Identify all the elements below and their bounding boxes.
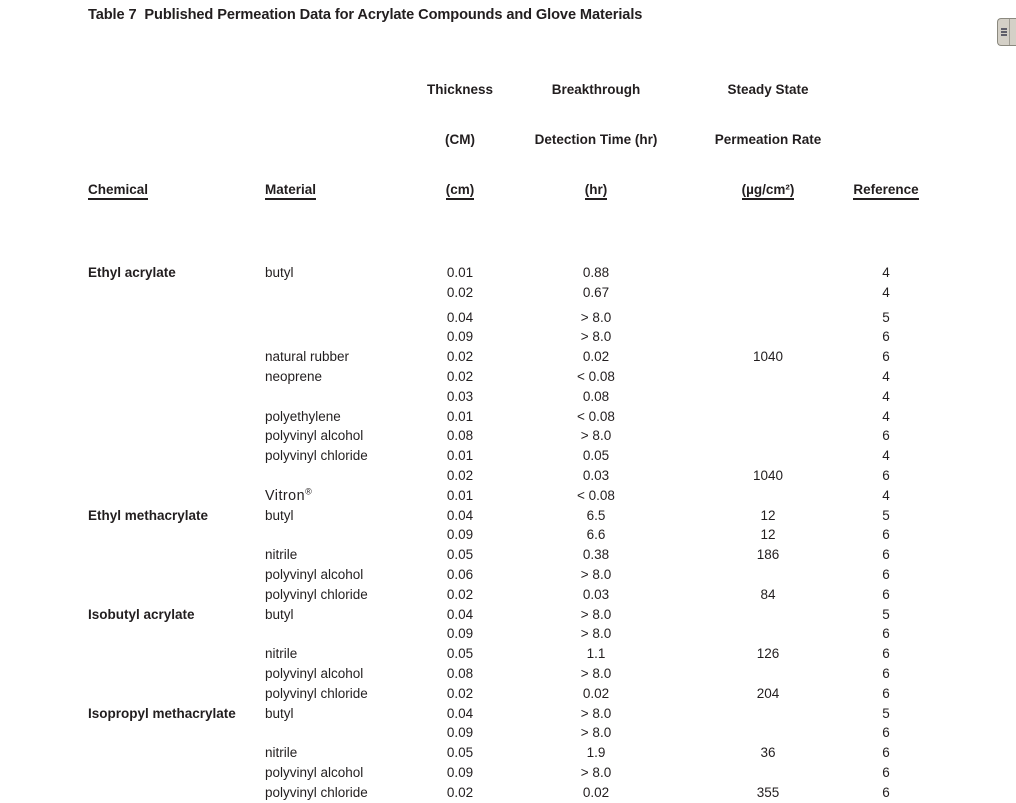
cell-permeation-rate: 12 (760, 507, 776, 523)
cell-reference: 4 (882, 408, 890, 424)
table-row (88, 506, 932, 526)
table-row (88, 347, 932, 367)
cell-material-text: nitrile (265, 646, 298, 662)
table-row (88, 565, 932, 585)
cell-thickness: 0.02 (446, 467, 474, 483)
table-row (88, 664, 932, 684)
cell-reference: 5 (882, 606, 890, 622)
cell-breakthrough: > 8.0 (580, 725, 612, 741)
cell-material-text: polyvinyl chloride (265, 685, 368, 701)
cell-permeation-rate (696, 624, 840, 644)
cell-chemical: Ethyl acrylate (88, 265, 176, 280)
table-row (88, 263, 932, 283)
cell-material (265, 783, 424, 803)
cell-material (265, 763, 424, 783)
table-row (88, 605, 932, 625)
table-row (88, 283, 932, 303)
table-title: Table 7 Published Permeation Data for Acrylate Compounds and Glove Materials (88, 7, 643, 23)
cell-reference: 6 (882, 329, 890, 345)
cell-thickness: 0.09 (446, 329, 474, 345)
cell-chemical (88, 387, 265, 407)
table-row (88, 763, 932, 783)
cell-thickness: 0.04 (446, 309, 474, 325)
cell-material-text: Vitron (265, 487, 306, 504)
cell-material (265, 704, 424, 724)
table-row (88, 308, 932, 328)
cell-breakthrough: 6.6 (586, 527, 606, 543)
cell-thickness: 0.02 (446, 586, 474, 602)
cell-breakthrough: 1.1 (586, 646, 606, 662)
cell-material (265, 387, 424, 407)
cell-chemical (88, 624, 265, 644)
table-row (88, 387, 932, 407)
cell-thickness: 0.05 (446, 547, 474, 563)
cell-breakthrough: < 0.08 (577, 368, 615, 384)
cell-permeation-rate (696, 407, 840, 427)
cell-thickness: 0.04 (446, 705, 474, 721)
cell-thickness: 0.09 (446, 626, 474, 642)
cell-material (265, 367, 424, 387)
cell-thickness: 0.04 (446, 606, 474, 622)
cell-breakthrough: > 8.0 (580, 329, 612, 345)
cell-material (265, 283, 424, 303)
cell-thickness: 0.02 (446, 368, 474, 384)
table-row (88, 466, 932, 486)
cell-reference: 4 (882, 487, 890, 503)
cell-permeation-rate: 1040 (752, 349, 784, 365)
cell-material-text: neoprene (265, 368, 323, 384)
cell-breakthrough: > 8.0 (580, 764, 612, 780)
cell-thickness: 0.01 (446, 448, 474, 464)
cell-material-text: polyvinyl alcohol (265, 566, 364, 582)
column-header-thickness (424, 50, 496, 230)
cell-permeation-rate (696, 367, 840, 387)
cell-chemical (88, 783, 265, 803)
cell-chemical (88, 308, 265, 328)
cell-chemical (88, 347, 265, 367)
cell-chemical (88, 743, 265, 763)
cell-reference: 6 (882, 349, 890, 365)
cell-reference: 6 (882, 428, 890, 444)
cell-material-text: nitrile (265, 745, 298, 761)
cell-permeation-rate (696, 723, 840, 743)
table-row (88, 426, 932, 446)
cell-breakthrough: 0.02 (582, 685, 610, 701)
cell-permeation-rate (696, 426, 840, 446)
cell-breakthrough: 0.08 (582, 388, 610, 404)
cell-chemical (88, 585, 265, 605)
table-row (88, 327, 932, 347)
cell-thickness: 0.02 (446, 685, 474, 701)
cell-reference: 5 (882, 507, 890, 523)
cell-chemical: Isobutyl acrylate (88, 606, 195, 622)
cell-material-text: nitrile (265, 547, 298, 563)
cell-material-sup: ® (305, 486, 312, 497)
cell-reference: 4 (882, 284, 890, 300)
cell-breakthrough: > 8.0 (580, 665, 612, 681)
cell-chemical (88, 426, 265, 446)
cell-reference: 4 (882, 448, 890, 464)
cell-permeation-rate: 355 (756, 784, 780, 800)
cell-reference: 4 (882, 265, 890, 280)
cell-breakthrough: 0.02 (582, 349, 610, 365)
cell-permeation-rate (696, 387, 840, 407)
cell-reference: 4 (882, 388, 890, 404)
table-row (88, 704, 932, 724)
cell-permeation-rate: 126 (756, 646, 780, 662)
cell-thickness: 0.04 (446, 507, 474, 523)
column-header-material (265, 50, 424, 230)
cell-material-text: polyvinyl chloride (265, 448, 368, 464)
table-row (88, 585, 932, 605)
cell-material (265, 605, 424, 625)
cell-material-text: butyl (265, 265, 294, 280)
table-row (88, 367, 932, 387)
cell-breakthrough: 1.9 (586, 745, 606, 761)
cell-permeation-rate: 204 (756, 685, 780, 701)
cell-thickness: 0.05 (446, 646, 474, 662)
cell-breakthrough: > 8.0 (580, 606, 612, 622)
cell-breakthrough: > 8.0 (580, 566, 612, 582)
cell-reference: 4 (882, 368, 890, 384)
cell-breakthrough: 0.02 (582, 784, 610, 800)
cell-breakthrough: > 8.0 (580, 428, 612, 444)
cell-material (265, 624, 424, 644)
reference-header-label: Reference (853, 182, 918, 200)
table-rows (88, 263, 932, 803)
cell-thickness: 0.01 (446, 408, 474, 424)
column-header-chemical (88, 50, 265, 230)
cell-breakthrough: 0.67 (582, 284, 610, 300)
cell-material (265, 525, 424, 545)
column-header-breakthrough (496, 50, 696, 230)
cell-reference: 5 (882, 309, 890, 325)
table-row (88, 545, 932, 565)
cell-permeation-rate (696, 763, 840, 783)
cell-material (265, 664, 424, 684)
table-row (88, 446, 932, 466)
cell-material-text: butyl (265, 507, 294, 523)
cell-reference: 6 (882, 467, 890, 483)
cell-material (265, 486, 424, 507)
cell-material-text: polyvinyl chloride (265, 784, 368, 800)
cell-material-text: polyvinyl alcohol (265, 764, 364, 780)
thickness-header-line3: (cm) (446, 182, 475, 200)
cell-breakthrough: > 8.0 (580, 705, 612, 721)
table-row (88, 407, 932, 427)
cell-chemical (88, 466, 265, 486)
cell-permeation-rate (696, 263, 840, 283)
cell-thickness: 0.03 (446, 388, 474, 404)
cell-thickness: 0.06 (446, 566, 474, 582)
rate-header-line3: (µg/cm²) (742, 182, 795, 200)
cell-chemical (88, 644, 265, 664)
cell-reference: 6 (882, 764, 890, 780)
cell-chemical: Ethyl methacrylate (88, 507, 209, 523)
cell-thickness: 0.01 (446, 265, 474, 280)
cell-thickness: 0.09 (446, 527, 474, 543)
permeation-table (88, 50, 932, 803)
cell-material (265, 347, 424, 367)
table-row (88, 783, 932, 803)
cell-permeation-rate (696, 446, 840, 466)
cell-material-text: natural rubber (265, 349, 350, 365)
cell-chemical (88, 367, 265, 387)
cell-material (265, 644, 424, 664)
cell-breakthrough: < 0.08 (577, 408, 615, 424)
cell-material (265, 723, 424, 743)
cell-reference: 5 (882, 705, 890, 721)
thickness-header-line2: (CM) (445, 132, 475, 147)
material-header-label: Material (265, 182, 316, 200)
cell-chemical (88, 565, 265, 585)
table-row (88, 525, 932, 545)
breakthrough-header-line2: Detection Time (hr) (534, 132, 658, 147)
cell-permeation-rate (696, 565, 840, 585)
table-row (88, 723, 932, 743)
cell-reference: 6 (882, 665, 890, 681)
cell-reference: 6 (882, 626, 890, 642)
cell-material-text: polyvinyl chloride (265, 586, 368, 602)
cell-permeation-rate (696, 704, 840, 724)
cell-reference: 6 (882, 547, 890, 563)
cell-breakthrough: 0.03 (582, 467, 610, 483)
cell-thickness: 0.01 (446, 487, 474, 503)
column-header-reference (840, 50, 932, 230)
cell-permeation-rate (696, 664, 840, 684)
cell-material-text: polyvinyl alcohol (265, 428, 364, 444)
cell-material (265, 585, 424, 605)
cell-reference: 6 (882, 527, 890, 543)
cell-permeation-rate: 1040 (752, 467, 784, 483)
cell-material (265, 327, 424, 347)
column-header-permeation-rate (696, 50, 840, 230)
cell-material (265, 308, 424, 328)
cell-chemical (88, 664, 265, 684)
cell-permeation-rate (696, 308, 840, 328)
cell-breakthrough: > 8.0 (580, 626, 612, 642)
cell-material (265, 565, 424, 585)
cell-breakthrough: 6.5 (586, 507, 606, 523)
handle-divider (1009, 19, 1010, 45)
cell-thickness: 0.08 (446, 428, 474, 444)
cell-material (265, 426, 424, 446)
cell-chemical: Isopropyl methacrylate (88, 705, 236, 721)
cell-thickness: 0.09 (446, 764, 474, 780)
cell-breakthrough: 0.88 (582, 265, 610, 280)
cell-chemical (88, 283, 265, 303)
cell-thickness: 0.02 (446, 284, 474, 300)
cell-material (265, 743, 424, 763)
cell-breakthrough: 0.03 (582, 586, 610, 602)
cell-material (265, 263, 424, 283)
table-row (88, 624, 932, 644)
cell-permeation-rate (696, 283, 840, 303)
cell-thickness: 0.02 (446, 784, 474, 800)
cell-material (265, 407, 424, 427)
cell-material (265, 446, 424, 466)
table-row (88, 743, 932, 763)
cell-reference: 6 (882, 586, 890, 602)
cell-reference: 6 (882, 685, 890, 701)
breakthrough-header-line1: Breakthrough (551, 82, 641, 97)
cell-breakthrough: 0.38 (582, 547, 610, 563)
chemical-header-label: Chemical (88, 182, 148, 200)
cell-breakthrough: > 8.0 (580, 309, 612, 325)
cell-reference: 6 (882, 566, 890, 582)
cell-chemical (88, 763, 265, 783)
rate-header-line1: Steady State (727, 82, 809, 97)
cell-breakthrough: 0.05 (582, 448, 610, 464)
cell-thickness: 0.05 (446, 745, 474, 761)
table-row (88, 486, 932, 506)
cell-permeation-rate: 12 (760, 527, 776, 543)
cell-reference: 6 (882, 745, 890, 761)
cell-material-text: polyethylene (265, 408, 341, 424)
cell-chemical (88, 407, 265, 427)
rate-header-line2: Permeation Rate (714, 132, 822, 147)
cell-chemical (88, 327, 265, 347)
cell-permeation-rate (696, 327, 840, 347)
table-row (88, 644, 932, 664)
cell-material-text: butyl (265, 705, 294, 721)
cell-reference: 6 (882, 784, 890, 800)
grip-lines-icon (1001, 28, 1007, 37)
cell-material-text: butyl (265, 606, 294, 622)
cell-chemical (88, 486, 265, 507)
cell-chemical (88, 545, 265, 565)
table-header (88, 50, 932, 230)
breakthrough-header-line3: (hr) (585, 182, 608, 200)
cell-permeation-rate (696, 605, 840, 625)
cell-permeation-rate (696, 486, 840, 507)
cell-reference: 6 (882, 725, 890, 741)
cell-breakthrough: < 0.08 (577, 487, 615, 503)
cell-permeation-rate: 186 (756, 547, 780, 563)
cell-material (265, 545, 424, 565)
cell-chemical (88, 525, 265, 545)
cell-chemical (88, 723, 265, 743)
cell-chemical (88, 446, 265, 466)
side-panel-handle[interactable] (997, 18, 1016, 46)
cell-reference: 6 (882, 646, 890, 662)
cell-thickness: 0.02 (446, 349, 474, 365)
cell-permeation-rate: 84 (760, 586, 776, 602)
thickness-header-line1: Thickness (426, 82, 494, 97)
cell-thickness: 0.09 (446, 725, 474, 741)
cell-permeation-rate: 36 (760, 745, 776, 761)
cell-material-text: polyvinyl alcohol (265, 665, 364, 681)
cell-material (265, 506, 424, 526)
cell-thickness: 0.08 (446, 665, 474, 681)
cell-material (265, 466, 424, 486)
